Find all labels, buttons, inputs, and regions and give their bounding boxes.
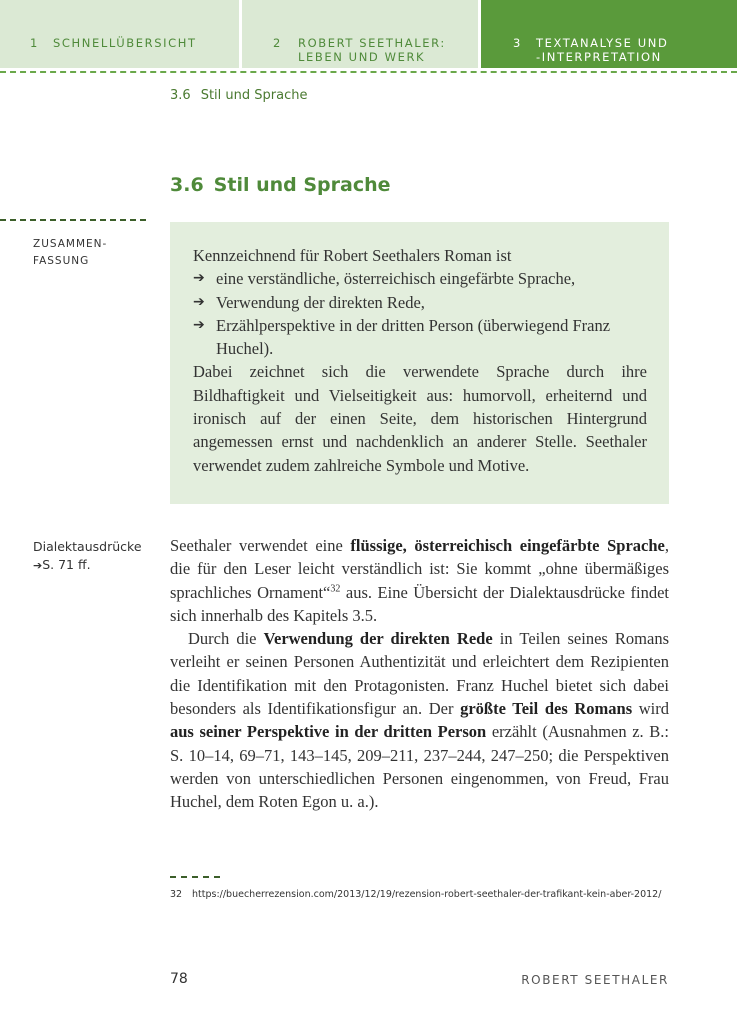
running-head: ROBERT SEETHALER [521,973,669,987]
tab-schnelluebersicht[interactable] [0,0,239,68]
bold-text: flüssige, österreichisch eingefärbte Sprache [350,536,665,555]
footnote-number: 32 [170,889,183,900]
footnote-divider [170,876,220,878]
footnote-ref[interactable]: 32 [330,583,341,595]
tab-label-line2: -INTERPRETATION [536,50,662,64]
page-number: 78 [170,971,188,987]
arrow-right-icon: ➔ [193,293,205,310]
list-item-text: Erzählperspektive in der dritten Person (überwiegend Franz Huchel). [216,315,611,359]
tab-label-line2: LEBEN UND WERK [298,50,426,64]
text: erzählt (Ausnahmen z. B.: S. 10–14, 69–71, 143–145, 209–211, 237–244, 247–250; die Perspektiven werden von unterschiedlichen Personen eingenommen, von Freud, Frau Huchel, dem Roten Egon u. a.). [170,722,669,812]
tab-number: 3 [513,36,522,50]
summary-intro: Kennzeichnend für Robert Seethalers Roman ist [193,246,512,265]
tab-textanalyse[interactable] [481,0,737,68]
tab-label-line1: TEXTANALYSE UND [536,36,669,50]
sidebar-divider [0,219,146,221]
section-number: 3.6 [170,174,204,196]
text: , die für den Leser leicht verständlich ist: Sie kommt „ohne übermäßiges sprachliches Ornament“ [170,536,669,602]
section-title: Stil und Sprache [213,174,391,196]
summary-label-line2: FASSUNG [33,255,90,267]
tab-label [536,36,668,64]
list-item-text: Verwendung der direkten Rede, [216,292,425,312]
summary-box [170,222,669,504]
text: Durch die [188,629,264,649]
list-item [193,291,647,314]
bold-text: Verwendung der direkten Rede [263,629,493,649]
paragraph [170,534,669,627]
summary-list [193,267,647,360]
list-item [193,314,647,361]
tab-label [298,36,446,64]
tab-label-line1: ROBERT SEETHALER: [298,36,446,50]
list-item-text: eine verständliche, österreichisch eingefärbte Sprache, [216,269,576,289]
dialect-margin-note [33,538,142,575]
breadcrumb-number: 3.6 [170,88,191,103]
text: Seethaler verwendet eine [170,536,351,555]
summary-label-line1: ZUSAMMEN- [33,238,108,250]
breadcrumb [170,88,307,103]
arrow-right-icon: ➔ [33,559,43,572]
footnote-link[interactable]: https://buecherrezension.com/2013/12/19/rezension-robert-seethaler-der-trafikant-kein-aber-2012/ [192,889,662,900]
bold-text: größte Teil des Romans [460,699,633,719]
bold-text: aus seiner Perspektive in der dritten Person [170,722,487,742]
arrow-right-icon: ➔ [193,270,205,287]
arrow-right-icon: ➔ [193,316,205,333]
list-item [193,267,647,290]
text: in Teilen seines Romans verleiht er seinen Personen Authentizität und erleichtert dem Rezipienten die Identifikation mit den Protagonisten. Franz Huchel bietet sich dabei besonders als Identifikationsfigur an. Der [170,629,669,719]
text: wird [632,699,669,719]
tab-label: SCHNELLÜBERSICHT [53,36,197,50]
tab-number: 2 [273,36,282,50]
summary-paragraph: Dabei zeichnet sich die verwendete Sprache durch ihre Bildhaftigkeit und Vielseitigkeit aus: humorvoll, erheiternd und ironisch auf der einen Seite, dem historischen Hintergrund angemessen ernst und nachdenklich an anderer Stelle. Seethaler verwendet zudem zahlreiche Symbole und Motive. [193,362,647,475]
body-text [170,534,669,814]
summary-margin-label [33,236,143,270]
note-label: Dialektausdrücke [33,539,142,554]
tab-number: 1 [30,36,39,50]
note-ref[interactable]: S. 71 ff. [42,557,91,572]
breadcrumb-label: Stil und Sprache [200,88,308,103]
paragraph [170,627,669,813]
text: aus. Eine Übersicht der Dialektausdrücke findet sich innerhalb des Kapitels 3.5. [170,582,669,625]
section-heading [170,174,391,196]
header-divider [0,71,737,73]
tab-leben-und-werk[interactable] [242,0,478,68]
